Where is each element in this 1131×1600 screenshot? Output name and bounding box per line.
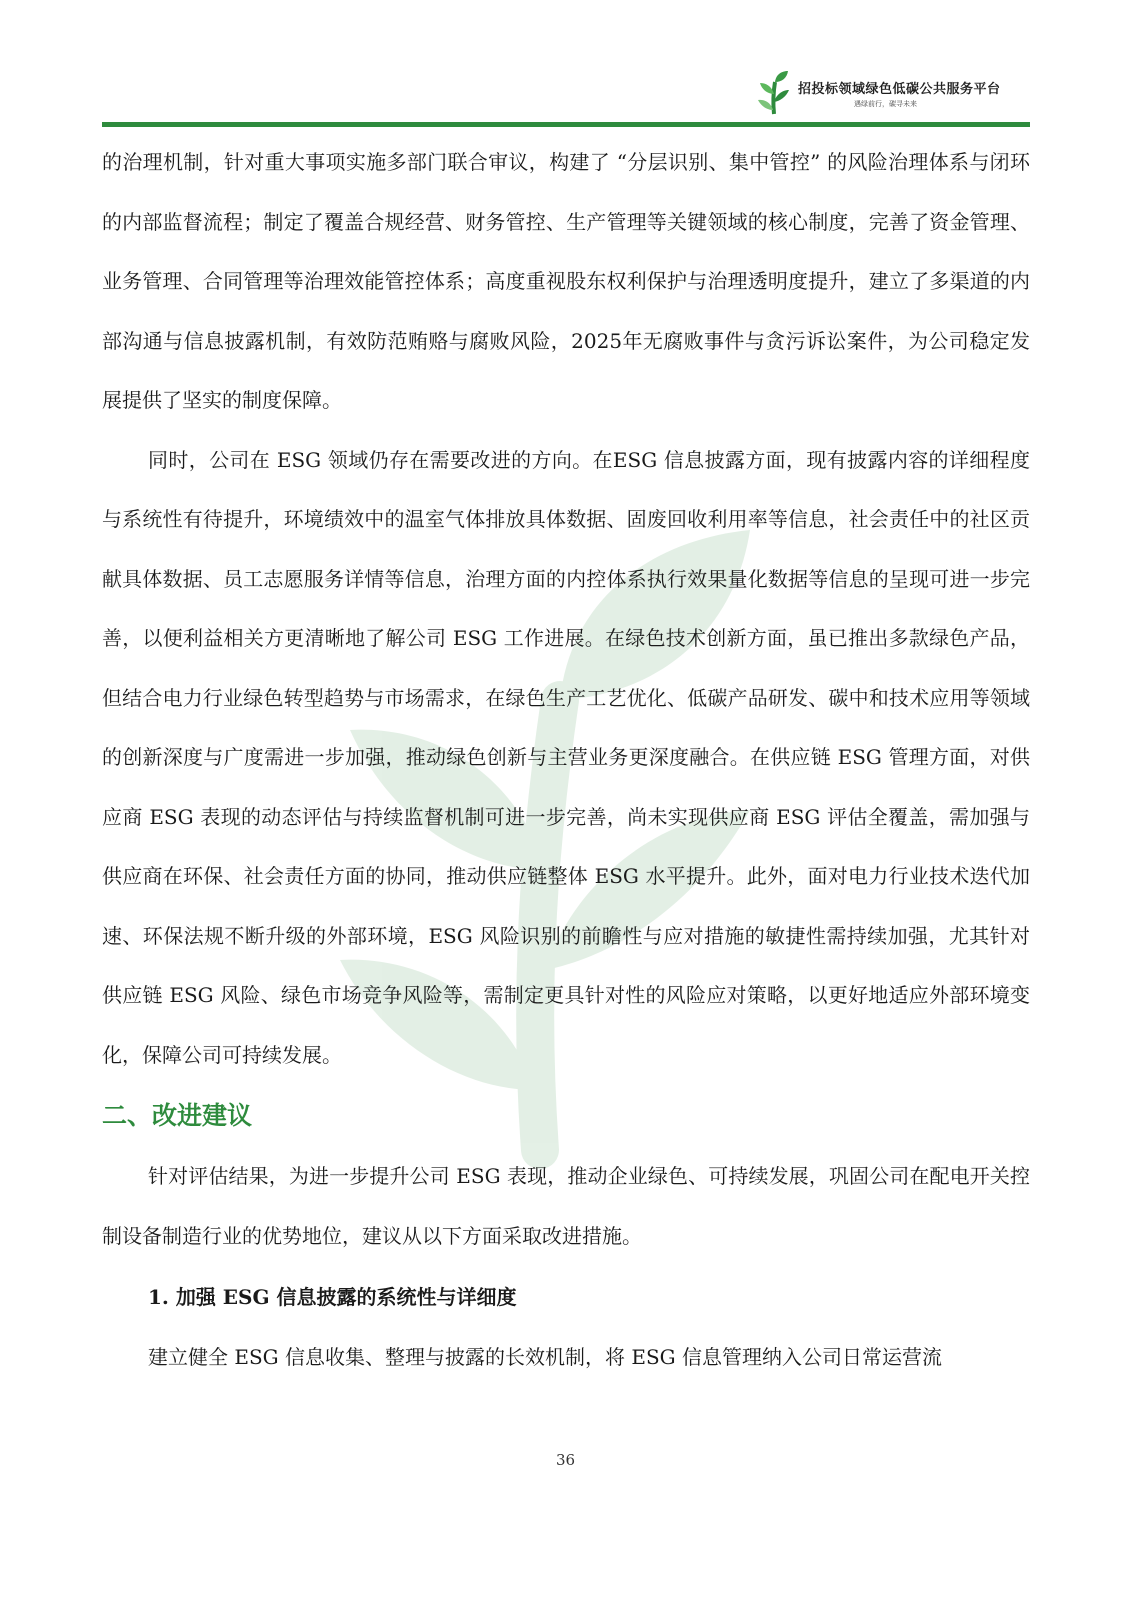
platform-name: 招投标领域绿色低碳公共服务平台 bbox=[798, 82, 1001, 97]
platform-slogan: 遇绿前行，碳寻未来 bbox=[854, 100, 917, 108]
document-body bbox=[102, 133, 1030, 1388]
sub-heading-disclosure: 1. 加强 ESG 信息披露的系统性与详细度 bbox=[148, 1285, 517, 1309]
header-divider bbox=[102, 122, 1030, 127]
header-logo bbox=[754, 68, 1024, 118]
paragraph-disclosure-mechanism: 建立健全 ESG 信息收集、整理与披露的长效机制，将 ESG 信息管理纳入公司日常运营流 bbox=[148, 1345, 942, 1369]
section-heading-suggestions: 二、改进建议 bbox=[102, 1101, 253, 1130]
paragraph-governance: 的治理机制，针对重大事项实施多部门联合审议，构建了 “分层识别、集中管控” 的风险治理体系与闭环的内部监督流程；制定了覆盖合规经营、财务管控、生产管理等关键领域的核心制度，完善了资金管理、业务管理、合同管理等治理效能管控体系；高度重视股东权利保护与治理透明度提升，建立了多渠道的内部沟通与信息披露机制，有效防范贿赂与腐败风险，2025年无腐败事件与贪污诉讼案件，为公司稳定发展提供了坚实的制度保障。 bbox=[102, 150, 1030, 412]
sprout-logo-icon bbox=[754, 68, 794, 116]
paragraph-improvement-areas: 同时，公司在 ESG 领域仍存在需要改进的方向。在ESG 信息披露方面，现有披露内容的详细程度与系统性有待提升，环境绩效中的温室气体排放具体数据、固废回收利用率等信息，社会责任中的社区贡献具体数据、员工志愿服务详情等信息，治理方面的内控体系执行效果量化数据等信息的呈现可进一步完善，以便利益相关方更清晰地了解公司 ESG 工作进展。在绿色技术创新方面，虽已推出多款绿色产品，但结合电力行业绿色转型趋势与市场需求，在绿色生产工艺优化、低碳产品研发、碳中和技术应用等领域的创新深度与广度需进一步加强，推动绿色创新与主营业务更深度融合。在供应链 ESG 管理方面，对供应商 ESG 表现的动态评估与持续监督机制可进一步完善，尚未实现供应商 ESG 评估全覆盖，需加强与供应商在环保、社会责任方面的协同，推动供应链整体 ESG 水平提升。此外，面对电力行业技术迭代加速、环保法规不断升级的外部环境，ESG 风险识别的前瞻性与应对措施的敏捷性需持续加强，尤其针对供应链 ESG 风险、绿色市场竞争风险等，需制定更具针对性的风险应对策略，以更好地适应外部环境变化，保障公司可持续发展。 bbox=[102, 447, 1030, 1067]
page-number: 36 bbox=[555, 1451, 576, 1469]
paragraph-suggestions-intro: 针对评估结果，为进一步提升公司 ESG 表现，推动企业绿色、可持续发展，巩固公司在配电开关控制设备制造行业的优势地位，建议从以下方面采取改进措施。 bbox=[102, 1164, 1030, 1248]
